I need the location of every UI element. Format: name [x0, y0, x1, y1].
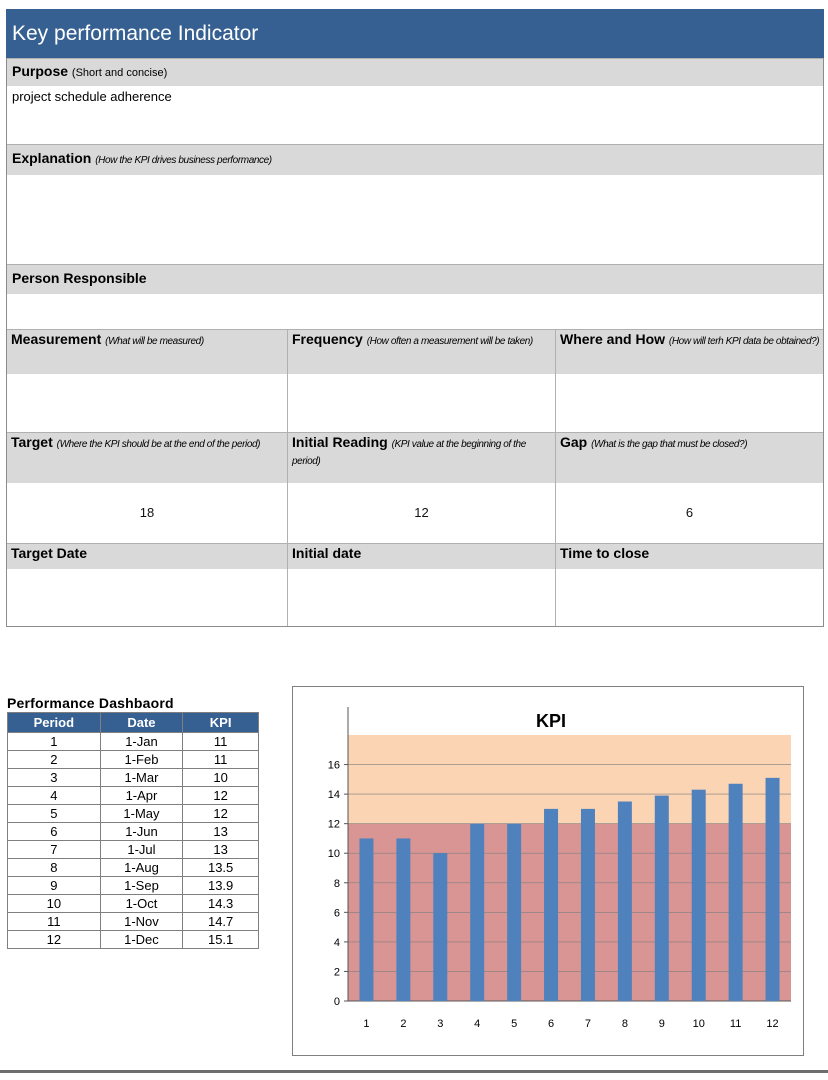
date-cell[interactable]: 1-Dec [100, 931, 183, 949]
x-tick-label: 8 [621, 1018, 628, 1030]
time-to-close-header: Time to close [560, 545, 650, 561]
initial-date-cell[interactable] [288, 569, 556, 626]
target-header-row [7, 432, 823, 483]
purpose-header [7, 58, 823, 86]
bar-3 [433, 853, 447, 1001]
bar-7 [581, 809, 595, 1001]
initial-label: Initial Reading [292, 434, 388, 450]
where-cell[interactable] [556, 374, 823, 432]
period-cell[interactable]: 12 [8, 931, 101, 949]
period-cell[interactable]: 5 [8, 805, 101, 823]
date-value-row [7, 569, 823, 626]
kpi-cell[interactable]: 13.5 [183, 859, 259, 877]
where-label: Where and How [560, 331, 666, 347]
measurement-cell[interactable] [7, 374, 288, 432]
kpi-cell[interactable]: 15.1 [183, 931, 259, 949]
kpi-cell[interactable]: 14.7 [183, 913, 259, 931]
y-tick-label: 10 [327, 848, 340, 861]
kpi-cell[interactable]: 12 [183, 787, 259, 805]
x-tick-label: 11 [729, 1018, 742, 1030]
purpose-label: Purpose [12, 63, 69, 79]
period-cell[interactable]: 9 [8, 877, 101, 895]
period-cell[interactable]: 1 [8, 733, 101, 751]
table-row [8, 931, 259, 949]
target-note: (Where the KPI should be at the end of the period) [56, 439, 261, 450]
table-header-row [8, 713, 259, 733]
target-value-row [7, 483, 823, 543]
table-row [8, 733, 259, 751]
person-label: Person Responsible [12, 270, 147, 286]
table-row [8, 823, 259, 841]
bar-11 [729, 784, 743, 1001]
x-tick-label: 1 [363, 1018, 370, 1030]
date-cell[interactable]: 1-Aug [100, 859, 183, 877]
date-column-header: Date [100, 713, 183, 733]
kpi-chart-svg [293, 687, 803, 1055]
frequency-note: (How often a measurement will be taken) [366, 336, 533, 347]
table-row [8, 877, 259, 895]
period-cell[interactable]: 8 [8, 859, 101, 877]
initial-note: (KPI value at the beginning of the period) [292, 439, 526, 467]
y-tick-label: 0 [333, 996, 340, 1008]
date-cell[interactable]: 1-Apr [100, 787, 183, 805]
page-bottom-rule [0, 1070, 828, 1073]
kpi-column-header: KPI [183, 713, 259, 733]
date-cell[interactable]: 1-Feb [100, 751, 183, 769]
gap-value[interactable]: 6 [685, 505, 694, 520]
measurement-value-row [7, 374, 823, 432]
frequency-header [288, 330, 556, 374]
bar-8 [618, 802, 632, 1002]
bar-9 [655, 796, 669, 1001]
time-to-close-cell[interactable] [556, 569, 823, 626]
measurement-header-row [7, 329, 823, 374]
kpi-cell[interactable]: 12 [183, 805, 259, 823]
kpi-cell[interactable]: 11 [183, 733, 259, 751]
measurement-note: (What will be measured) [105, 336, 204, 347]
period-cell[interactable]: 3 [8, 769, 101, 787]
initial-date-header: Initial date [288, 544, 556, 569]
table-row [8, 769, 259, 787]
chart-band-1 [348, 735, 791, 824]
y-tick-label: 6 [333, 907, 340, 920]
date-header-row [7, 543, 823, 569]
table-row [8, 895, 259, 913]
person-cell[interactable] [7, 294, 823, 329]
x-tick-label: 7 [584, 1018, 592, 1030]
period-column-header: Period [8, 713, 101, 733]
explanation-header [7, 144, 823, 175]
explanation-note: (How the KPI drives business performance) [95, 155, 272, 166]
purpose-note: (Short and concise) [71, 67, 168, 79]
y-tick-label: 4 [333, 936, 340, 949]
bar-1 [359, 838, 373, 1001]
bar-10 [692, 790, 706, 1001]
x-tick-label: 4 [474, 1018, 481, 1030]
target-header [7, 433, 288, 483]
kpi-form [6, 9, 824, 627]
period-cell[interactable]: 10 [8, 895, 101, 913]
date-cell[interactable]: 1-Nov [100, 913, 183, 931]
frequency-cell[interactable] [288, 374, 556, 432]
x-tick-label: 6 [547, 1018, 555, 1030]
x-tick-label: 5 [511, 1018, 518, 1030]
gap-note: (What is the gap that must be closed?) [591, 439, 748, 450]
period-cell[interactable]: 7 [8, 841, 101, 859]
y-tick-label: 2 [333, 966, 340, 979]
x-tick-label: 10 [692, 1018, 705, 1030]
y-tick-label: 12 [327, 818, 340, 831]
date-cell[interactable]: 1-Mar [100, 769, 183, 787]
date-cell[interactable]: 1-Jul [100, 841, 183, 859]
target-date-cell[interactable] [7, 569, 288, 626]
y-tick-label: 16 [327, 759, 340, 772]
kpi-cell[interactable]: 13 [183, 823, 259, 841]
target-date-header: Target Date [7, 544, 288, 569]
x-tick-label: 9 [658, 1018, 665, 1030]
period-cell[interactable]: 11 [8, 913, 101, 931]
kpi-cell[interactable]: 14.3 [183, 895, 259, 913]
chart-title: KPI [535, 711, 567, 731]
target-value[interactable]: 18 [7, 483, 288, 543]
bar-6 [544, 809, 558, 1001]
gap-header [556, 433, 823, 483]
bar-12 [766, 778, 780, 1001]
table-row [8, 913, 259, 931]
table-row [8, 787, 259, 805]
where-header [556, 330, 823, 374]
period-cell[interactable]: 6 [8, 823, 101, 841]
measurement-header [7, 330, 288, 374]
explanation-label: Explanation [12, 150, 92, 166]
purpose-value: project schedule adherence [12, 89, 172, 104]
where-note: (How will terh KPI data be obtained?) [668, 336, 820, 347]
bar-5 [507, 824, 521, 1001]
frequency-label: Frequency [292, 331, 363, 347]
table-row [8, 805, 259, 823]
dashboard-table [7, 712, 259, 949]
table-row [8, 751, 259, 769]
target-label: Target [11, 434, 53, 450]
purpose-cell[interactable] [7, 86, 823, 144]
form-grid [6, 58, 824, 627]
measurement-label: Measurement [11, 331, 102, 347]
initial-value[interactable]: 12 [288, 483, 556, 543]
date-cell[interactable]: 1-May [100, 805, 183, 823]
date-cell[interactable]: 1-Oct [100, 895, 183, 913]
x-tick-label: 12 [766, 1018, 779, 1030]
kpi-cell[interactable]: 10 [183, 769, 259, 787]
date-cell[interactable]: 1-Jan [100, 733, 183, 751]
gap-label: Gap [560, 434, 588, 450]
explanation-cell[interactable] [7, 175, 823, 264]
kpi-chart [292, 686, 804, 1056]
bar-4 [470, 824, 484, 1001]
table-row [8, 841, 259, 859]
date-cell[interactable]: 1-Jun [100, 823, 183, 841]
kpi-cell[interactable]: 11 [183, 751, 259, 769]
y-tick-label: 8 [333, 877, 340, 890]
date-cell[interactable]: 1-Sep [100, 877, 183, 895]
table-row [8, 859, 259, 877]
bar-2 [396, 838, 410, 1001]
performance-dashboard [7, 695, 259, 949]
y-tick-label: 14 [327, 789, 340, 802]
period-cell[interactable]: 2 [8, 751, 101, 769]
x-tick-label: 2 [400, 1018, 407, 1030]
period-cell[interactable]: 4 [8, 787, 101, 805]
dashboard-title: Performance Dashbaord [7, 695, 174, 711]
x-tick-label: 3 [437, 1018, 444, 1030]
initial-header [288, 433, 556, 483]
kpi-cell[interactable]: 13.9 [183, 877, 259, 895]
person-header [7, 264, 823, 294]
form-title: Key performance Indicator [6, 9, 824, 58]
kpi-cell[interactable]: 13 [183, 841, 259, 859]
